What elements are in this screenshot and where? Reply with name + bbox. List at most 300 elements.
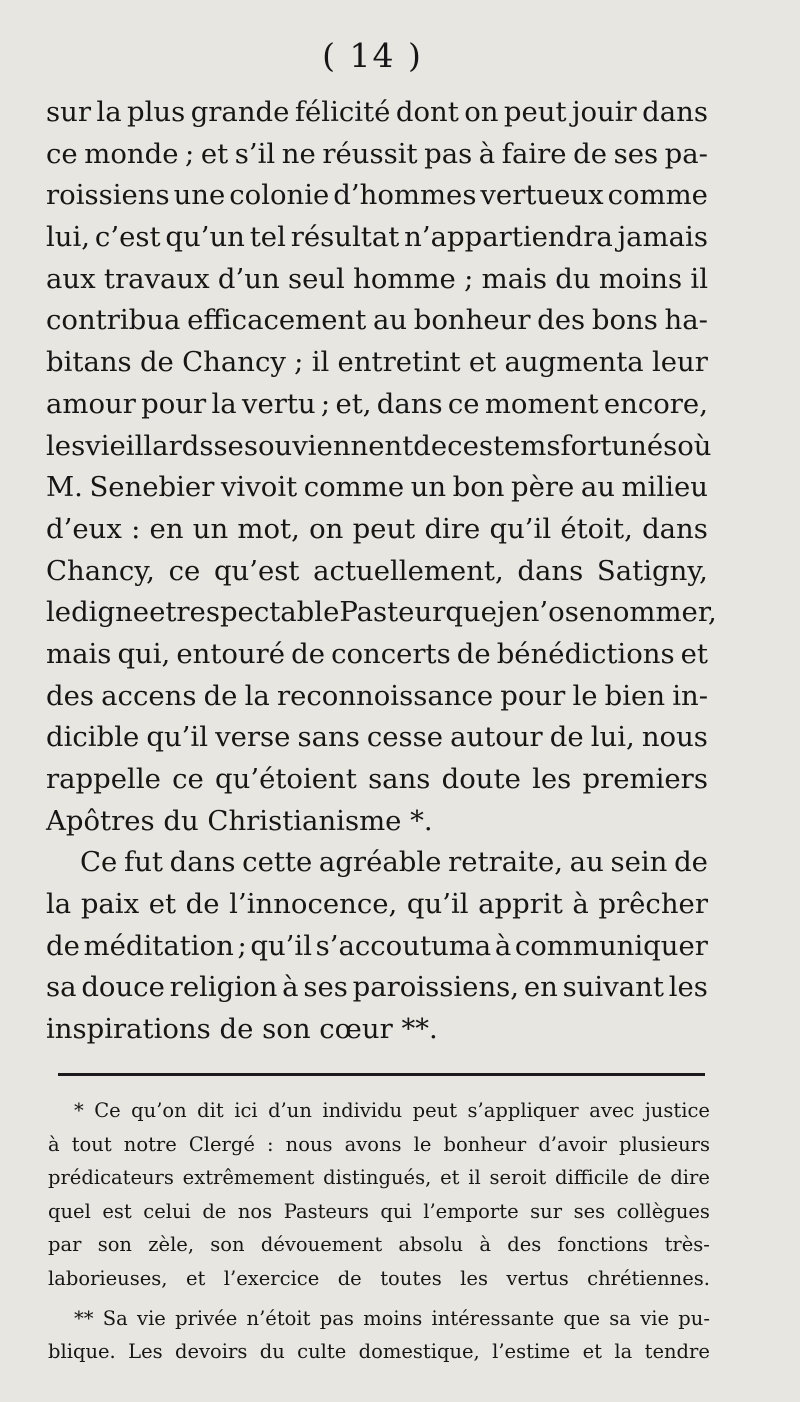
word: de <box>637 1166 662 1190</box>
word: de <box>456 637 491 670</box>
word: moment <box>484 387 599 420</box>
word: entretint <box>337 346 461 379</box>
word: moins <box>598 262 683 295</box>
word: Les <box>128 1340 163 1364</box>
word: Clergé <box>188 1132 255 1156</box>
word: Chancy <box>182 346 286 379</box>
word: à <box>282 971 299 1004</box>
word: au <box>372 304 408 337</box>
word: et <box>680 637 708 670</box>
word: bons <box>591 304 658 337</box>
body-text <box>46 92 717 1051</box>
word: efficacement <box>187 304 367 337</box>
word: et <box>440 1166 460 1190</box>
word: ces <box>447 429 493 462</box>
word: l’innocence, <box>229 888 398 921</box>
word: en <box>149 512 184 545</box>
word: ici <box>234 1099 258 1122</box>
word: dicible <box>46 721 140 754</box>
body-line <box>46 551 708 593</box>
word: est <box>102 1199 132 1223</box>
body-line <box>46 926 708 968</box>
word: comme <box>303 471 405 504</box>
word: qu’un <box>165 221 245 254</box>
word: mais <box>46 637 112 670</box>
word: faire <box>501 137 567 170</box>
word: bon <box>452 471 505 504</box>
word: la <box>244 679 270 712</box>
word: apprit <box>478 888 563 921</box>
word: du <box>555 262 591 295</box>
word: digne <box>71 596 150 629</box>
word: en <box>523 971 558 1004</box>
word: vertus <box>506 1266 569 1290</box>
footnote-line <box>48 1228 710 1262</box>
word: nos <box>237 1199 273 1223</box>
word: qu’on <box>131 1099 187 1122</box>
word: on <box>464 96 499 128</box>
word: jamais <box>617 221 708 254</box>
word: tel <box>249 221 286 254</box>
body-line <box>46 134 708 176</box>
word: souviennent <box>243 429 414 462</box>
word: et <box>149 596 177 629</box>
word: d’avoir <box>538 1132 607 1156</box>
word: autour <box>450 721 543 754</box>
word: ; <box>294 346 304 379</box>
word: Sa <box>102 1306 128 1330</box>
body-line <box>46 92 708 134</box>
word: où <box>677 429 712 462</box>
body-line <box>46 842 708 884</box>
word: seul <box>287 262 345 295</box>
word: difficile <box>554 1166 629 1190</box>
word: paix <box>80 888 140 921</box>
word: et <box>148 888 177 921</box>
word: qui, <box>117 637 171 670</box>
word: de <box>549 721 584 754</box>
body-line <box>46 509 708 551</box>
word: et <box>582 1340 602 1364</box>
word: ce <box>46 137 78 170</box>
word: de <box>573 137 608 170</box>
word: de <box>203 679 238 712</box>
word: et, <box>335 387 372 420</box>
word: un <box>192 512 229 545</box>
word: de <box>413 429 448 462</box>
word: entouré <box>176 637 286 670</box>
word: de <box>185 888 220 921</box>
word: on <box>309 512 344 545</box>
word: son <box>210 1233 245 1257</box>
word: augmenta <box>504 346 644 379</box>
word: actuellement, <box>313 554 504 587</box>
word: étoit, <box>560 512 633 545</box>
word: premiers <box>582 763 708 795</box>
word: la <box>96 96 122 128</box>
word: justice <box>644 1099 710 1122</box>
word: d’hommes <box>333 179 477 212</box>
body-line <box>46 175 708 217</box>
word: de <box>202 1199 227 1223</box>
word: qu’il <box>250 929 312 962</box>
body-line <box>46 342 708 384</box>
word: Satigny, <box>596 554 708 587</box>
body-line <box>46 759 708 801</box>
word: blique. <box>48 1340 116 1364</box>
word: culte <box>297 1340 347 1364</box>
word: in- <box>672 679 708 712</box>
body-line <box>46 676 708 718</box>
word: dit <box>197 1099 224 1122</box>
word: père <box>511 471 575 504</box>
word: encore, <box>603 387 708 420</box>
word: avons <box>344 1132 402 1156</box>
word: résultat <box>290 221 400 254</box>
word: fortunés <box>560 429 678 462</box>
word: dans <box>642 512 708 545</box>
word: vivoit <box>220 471 298 504</box>
footnote-line <box>48 1128 710 1162</box>
word: reconnoissance <box>276 679 494 712</box>
word: prêcher <box>598 888 708 921</box>
word: doute <box>441 763 521 795</box>
word: le <box>46 596 72 629</box>
word: devoirs <box>175 1340 248 1364</box>
footnote-line <box>48 1302 710 1336</box>
body-line <box>46 592 717 634</box>
word: aux <box>46 262 96 295</box>
word: peut <box>412 1099 458 1122</box>
word: se <box>213 429 244 462</box>
footnote-line <box>48 1195 710 1229</box>
word: ses <box>303 971 348 1004</box>
body-line <box>46 634 708 676</box>
word: la <box>614 1340 633 1364</box>
word: s’il <box>234 137 276 170</box>
word: il <box>690 262 708 295</box>
word: pour <box>500 679 566 712</box>
word: extrêmement <box>182 1166 315 1190</box>
body-line <box>46 384 708 426</box>
word: des <box>537 304 586 337</box>
word: de <box>291 637 326 670</box>
body-line <box>46 300 708 342</box>
word: fonctions <box>557 1233 649 1257</box>
word: très- <box>664 1233 710 1257</box>
word: intéressante <box>431 1306 555 1330</box>
word: privée <box>175 1306 238 1330</box>
word: félicité <box>294 96 391 128</box>
page-number: ( 14 ) <box>322 36 423 75</box>
word: pu- <box>678 1306 710 1330</box>
word: l’estime <box>492 1340 571 1364</box>
word: vie <box>640 1306 669 1330</box>
word: dont <box>395 96 459 128</box>
word: lui, <box>46 221 91 254</box>
word: sans <box>368 763 431 795</box>
body-line <box>46 717 708 759</box>
word: par <box>48 1233 82 1257</box>
word: Chancy, <box>46 554 155 587</box>
body-line <box>46 467 708 509</box>
word: il <box>311 346 330 379</box>
word: accens <box>101 679 197 712</box>
word: de <box>674 846 708 879</box>
word: de <box>337 1266 362 1290</box>
body-line <box>46 884 708 926</box>
word: bonheur <box>443 1132 527 1156</box>
word: les <box>46 429 86 462</box>
footnote-rule <box>58 1073 705 1076</box>
word: laborieuses, <box>48 1266 168 1290</box>
word: le <box>413 1132 432 1156</box>
word: Ce <box>80 846 118 879</box>
word: peut <box>352 512 416 545</box>
word: et <box>468 346 497 379</box>
word: monde <box>84 137 179 170</box>
body-line: Apôtres du Christianisme *. <box>46 804 433 837</box>
word: : <box>131 512 141 545</box>
word: qu’il <box>406 888 469 921</box>
word: réussit <box>322 137 418 170</box>
word: n’étoit <box>246 1306 311 1330</box>
word: plusieurs <box>619 1132 710 1156</box>
word: le <box>572 679 598 712</box>
word: cette <box>242 846 313 879</box>
word: individu <box>322 1099 403 1122</box>
word: fut <box>124 846 163 879</box>
word: * <box>74 1099 84 1122</box>
word: pour <box>141 387 207 420</box>
word: sein <box>610 846 668 879</box>
word: que <box>445 596 497 629</box>
word: communiquer <box>514 929 708 962</box>
word: de <box>46 929 80 962</box>
word: d’eux <box>46 512 122 545</box>
word: homme <box>353 262 456 295</box>
word: ha- <box>664 304 708 337</box>
word: comme <box>607 179 708 212</box>
word: lui, <box>590 721 635 754</box>
word: vertu <box>241 387 316 420</box>
word: domestique, <box>358 1340 480 1364</box>
word: à <box>494 929 512 962</box>
word: Pasteurs <box>283 1199 369 1223</box>
word: bien <box>604 679 666 712</box>
word: qu’il <box>146 721 208 754</box>
word: ce <box>447 387 480 420</box>
word: roissiens <box>46 179 170 212</box>
body-line <box>46 217 708 259</box>
word: toutes <box>380 1266 442 1290</box>
word: s’accoutuma <box>315 929 492 962</box>
body-line: inspirations de son cœur **. <box>46 1013 438 1046</box>
word: retraite, <box>448 846 563 879</box>
word: dévouement <box>260 1233 383 1257</box>
word: je <box>496 596 522 629</box>
word: ses <box>573 1199 606 1223</box>
word: M. <box>46 471 83 504</box>
word: des <box>507 1233 542 1257</box>
footnote-line <box>48 1094 710 1128</box>
word: travaux <box>103 262 210 295</box>
footnote-line <box>48 1161 710 1195</box>
word: dans <box>642 96 708 128</box>
word: et <box>200 137 229 170</box>
word: absolu <box>398 1233 464 1257</box>
word: du <box>259 1340 285 1364</box>
word: moins <box>363 1306 423 1330</box>
word: son <box>97 1233 132 1257</box>
word: à <box>48 1132 60 1156</box>
word: c’est <box>94 221 161 254</box>
word: vie <box>137 1306 166 1330</box>
word: n’appartiendra <box>404 221 613 254</box>
word: ; <box>464 262 474 295</box>
word: peut <box>503 96 567 128</box>
word: quel <box>48 1199 91 1223</box>
word: que <box>563 1306 600 1330</box>
word: paroissiens, <box>352 971 520 1004</box>
word: bonheur <box>413 304 531 337</box>
word: pas <box>319 1306 354 1330</box>
body-line <box>46 967 708 1009</box>
word: les <box>532 763 572 795</box>
word: rappelle <box>46 763 161 795</box>
word: colonie <box>229 179 330 212</box>
word: : <box>266 1132 274 1156</box>
word: ; <box>185 137 195 170</box>
word: au <box>580 471 615 504</box>
word: concerts <box>331 637 451 670</box>
word: vertueux <box>480 179 604 212</box>
word: suivant <box>562 971 664 1004</box>
word: leur <box>651 346 708 379</box>
word: tout <box>71 1132 112 1156</box>
word: nommer, <box>595 596 717 629</box>
word: l’emporte <box>423 1199 519 1223</box>
word: ses <box>613 137 659 170</box>
word: agréable <box>318 846 442 879</box>
word: qu’il <box>489 512 552 545</box>
word: celui <box>143 1199 191 1223</box>
word: qui <box>380 1199 412 1223</box>
word: à <box>572 888 589 921</box>
word: amour <box>46 387 136 420</box>
word: n’ose <box>521 596 596 629</box>
word: contribua <box>46 304 181 337</box>
word: douce <box>81 971 165 1004</box>
word: des <box>46 679 94 712</box>
word: bitans <box>46 346 132 379</box>
word: dans <box>517 554 584 587</box>
footnotes <box>48 1094 710 1369</box>
word: d’un <box>268 1099 312 1122</box>
word: nous <box>285 1132 333 1156</box>
word: une <box>173 179 226 212</box>
word: tems <box>492 429 561 462</box>
word: l’exercice <box>223 1266 320 1290</box>
body-line <box>46 259 708 301</box>
word: plus <box>127 96 186 128</box>
word: ce <box>168 554 201 587</box>
word: seroit <box>489 1166 547 1190</box>
word: qu’étoient <box>215 763 357 795</box>
body-line <box>46 426 712 468</box>
word: tendre <box>644 1340 710 1364</box>
word: jouir <box>571 96 637 128</box>
word: les <box>460 1266 488 1290</box>
word: sa <box>46 971 77 1004</box>
word: pa- <box>664 137 708 170</box>
word: cesse <box>366 721 444 754</box>
word: pas <box>424 137 473 170</box>
word: dire <box>670 1166 710 1190</box>
word: ne <box>281 137 316 170</box>
word: ; <box>237 929 247 962</box>
word: sa <box>609 1306 631 1330</box>
word: sur <box>530 1199 563 1223</box>
word: la <box>211 387 237 420</box>
word: prédicateurs <box>48 1166 174 1190</box>
word: zèle, <box>148 1233 195 1257</box>
word: sur <box>46 96 91 128</box>
word: ce <box>172 763 204 795</box>
word: bénédictions <box>496 637 675 670</box>
word: dans <box>169 846 236 879</box>
word: religion <box>169 971 278 1004</box>
word: collègues <box>616 1199 710 1223</box>
word: sans <box>297 721 360 754</box>
word: respectable <box>176 596 340 629</box>
word: Pasteur <box>339 596 446 629</box>
word: dans <box>376 387 443 420</box>
footnote-line <box>48 1335 710 1369</box>
word: la <box>46 888 72 921</box>
word: milieu <box>621 471 708 504</box>
word: avec <box>589 1099 635 1122</box>
word: mot, <box>237 512 300 545</box>
word: ** <box>74 1306 94 1330</box>
word: de <box>139 346 174 379</box>
word: dire <box>424 512 481 545</box>
word: à <box>479 1233 491 1257</box>
word: les <box>668 971 708 1004</box>
word: à <box>478 137 496 170</box>
word: nous <box>641 721 708 754</box>
word: ; <box>320 387 331 420</box>
word: chrétiennes. <box>587 1266 710 1290</box>
word: un <box>410 471 447 504</box>
word: d’un <box>217 262 280 295</box>
word: vieillards <box>85 429 214 462</box>
footnote-line <box>48 1262 710 1296</box>
word: distingués, <box>323 1166 432 1190</box>
word: mais <box>481 262 548 295</box>
word: notre <box>123 1132 177 1156</box>
word: et <box>185 1266 206 1290</box>
word: Senebier <box>89 471 215 504</box>
word: grande <box>190 96 290 128</box>
word: méditation <box>83 929 234 962</box>
word: il <box>468 1166 481 1190</box>
word: au <box>569 846 604 879</box>
word: s’appliquer <box>467 1099 579 1122</box>
word: Ce <box>94 1099 121 1122</box>
word: qu’est <box>213 554 300 587</box>
word: verse <box>215 721 291 754</box>
